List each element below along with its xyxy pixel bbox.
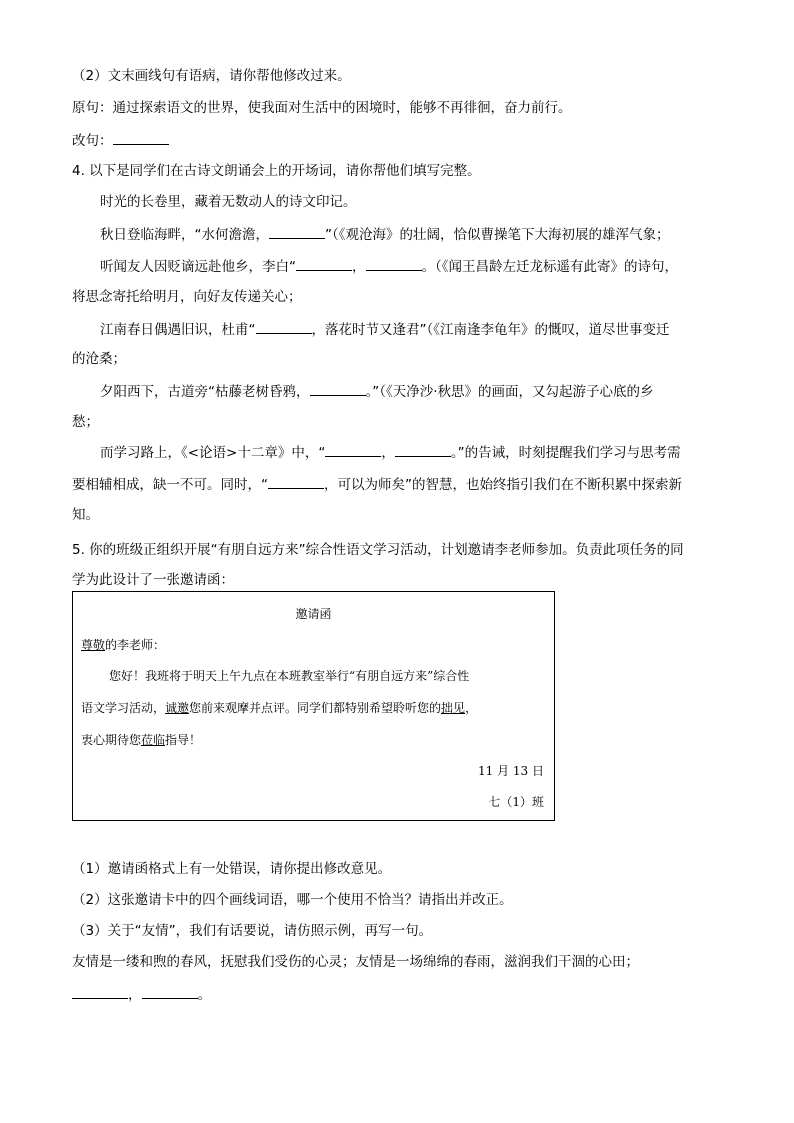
q4-paragraph-5 <box>100 382 654 401</box>
answer-blank[interactable] <box>325 443 381 457</box>
invitation-body-line-2 <box>81 700 477 716</box>
q5-subquestion-3: （3）关于“友情”，我们有话要说，请仿照示例，再写一句。 <box>72 923 433 939</box>
invitation-date: 11 月 13 日 <box>478 764 544 778</box>
underlined-word: 莅临 <box>141 733 166 747</box>
q2-prompt: （2）文末画线句有语病，请你帮他修改过来。 <box>72 68 351 84</box>
q4-paragraph-4-cont: 的沧桑； <box>72 351 126 367</box>
invitation-signer: 七（1）班 <box>488 795 544 809</box>
text-segment: 。 <box>197 987 211 1003</box>
q2-revised-label: 改句： <box>72 133 113 149</box>
answer-blank[interactable] <box>72 985 128 999</box>
q4-title: 4. 以下是同学们在古诗文朗诵会上的开场词，请你帮他们填写完整。 <box>72 163 481 179</box>
answer-blank[interactable] <box>113 131 169 145</box>
q4-paragraph-3 <box>100 257 678 276</box>
text-segment: 夕阳西下，古道旁“枯藤老树昏鸦， <box>100 384 310 400</box>
q5-answer-line <box>72 985 211 1004</box>
q4-paragraph-6-cont <box>72 475 682 494</box>
text-segment: ， <box>128 987 142 1003</box>
answer-blank[interactable] <box>395 443 451 457</box>
q4-paragraph-3-cont: 将思念寄托给明月，向好友传递关心； <box>72 289 302 305</box>
text-segment: 而学习路上，《<论语>十二章》中，“ <box>100 445 326 461</box>
text-segment: ， <box>352 259 366 275</box>
answer-blank[interactable] <box>142 985 198 999</box>
text-segment: 秋日登临海畔，“水何澹澹， <box>100 227 269 243</box>
text-segment: 语文学习活动， <box>81 701 166 715</box>
q4-paragraph-2 <box>100 225 670 244</box>
q5-subquestion-2: （2）这张邀请卡中的四个画线词语，哪一个使用不恰当？请指出并改正。 <box>72 892 513 908</box>
text-segment: ，可以为师矣”的智慧，也始终指引我们在不断积累中探索新 <box>324 477 682 493</box>
q2-original-label: 原句： <box>72 100 113 116</box>
invitation-body-line-1: 您好！我班将于明天上午九点在本班教室举行“有朋自远方来”综合性 <box>109 669 470 683</box>
answer-blank[interactable] <box>296 257 352 271</box>
answer-blank[interactable] <box>310 382 366 396</box>
text-segment: 您前来观摩并点评。同学们都特别希望聆听您的 <box>189 701 442 715</box>
q4-paragraph-6-end: 知。 <box>72 507 99 523</box>
q5-example-sentence: 友情是一缕和煦的春风，抚慰我们受伤的心灵；友情是一场绵绵的春雨，滋润我们干涸的心田； <box>72 954 639 970</box>
q2-original-sentence <box>72 99 572 117</box>
q4-paragraph-5-cont: 愁； <box>72 414 99 430</box>
invitation-letter <box>72 591 555 821</box>
text-segment: ， <box>465 701 478 715</box>
text-segment: 指导！ <box>165 733 202 747</box>
q5-title-cont: 学为此设计了一张邀请函： <box>72 572 234 588</box>
invitation-heading: 邀请函 <box>295 607 332 621</box>
q2-revised-sentence <box>72 131 169 150</box>
q4-paragraph-1: 时光的长卷里，藏着无数动人的诗文印记。 <box>100 194 357 210</box>
text-segment: ， <box>381 445 395 461</box>
text-segment: 。”的告诫，时刻提醒我们学习与思考需 <box>450 445 681 461</box>
invitation-salutation <box>81 637 165 653</box>
answer-blank[interactable] <box>269 225 325 239</box>
text-segment: 的李老师： <box>105 638 166 652</box>
answer-blank[interactable] <box>256 320 312 334</box>
text-segment: 衷心期待您 <box>81 733 142 747</box>
answer-blank[interactable] <box>268 475 324 489</box>
q2-original-text: 通过探索语文的世界，使我面对生活中的困境时，能够不再徘徊，奋力前行。 <box>112 100 572 116</box>
text-segment: ”（《观沧海》的壮阔，恰似曹操笔下大海初展的雄浑气象； <box>325 227 670 243</box>
q4-paragraph-6 <box>100 443 681 462</box>
text-segment: 。（《闻王昌龄左迁龙标遥有此寄》的诗句， <box>421 259 678 275</box>
q5-subquestion-1: （1）邀请函格式上有一处错误，请你提出修改意见。 <box>72 861 392 877</box>
underlined-word: 拙见 <box>441 701 466 715</box>
underlined-word: 诚邀 <box>165 701 190 715</box>
underlined-word: 尊敬 <box>81 638 106 652</box>
text-segment: 听闻友人因贬谪远赴他乡，李白“ <box>100 259 296 275</box>
q4-paragraph-4 <box>100 320 670 339</box>
text-segment: 江南春日偶遇旧识，杜甫“ <box>100 322 256 338</box>
q5-title: 5. 你的班级正组织开展“有朋自远方来”综合性语文学习活动，计划邀请李老师参加。负责此项任务的同 <box>72 542 684 558</box>
text-segment: 。”（《天净沙·秋思》的画面，又勾起游子心底的乡 <box>365 384 654 400</box>
answer-blank[interactable] <box>366 257 422 271</box>
text-segment: 要相辅相成，缺一不可。同时，“ <box>72 477 268 493</box>
text-segment: ，落花时节又逢君”（《江南逢李龟年》的慨叹，道尽世事变迁 <box>311 322 670 338</box>
invitation-body-line-3 <box>81 732 201 748</box>
